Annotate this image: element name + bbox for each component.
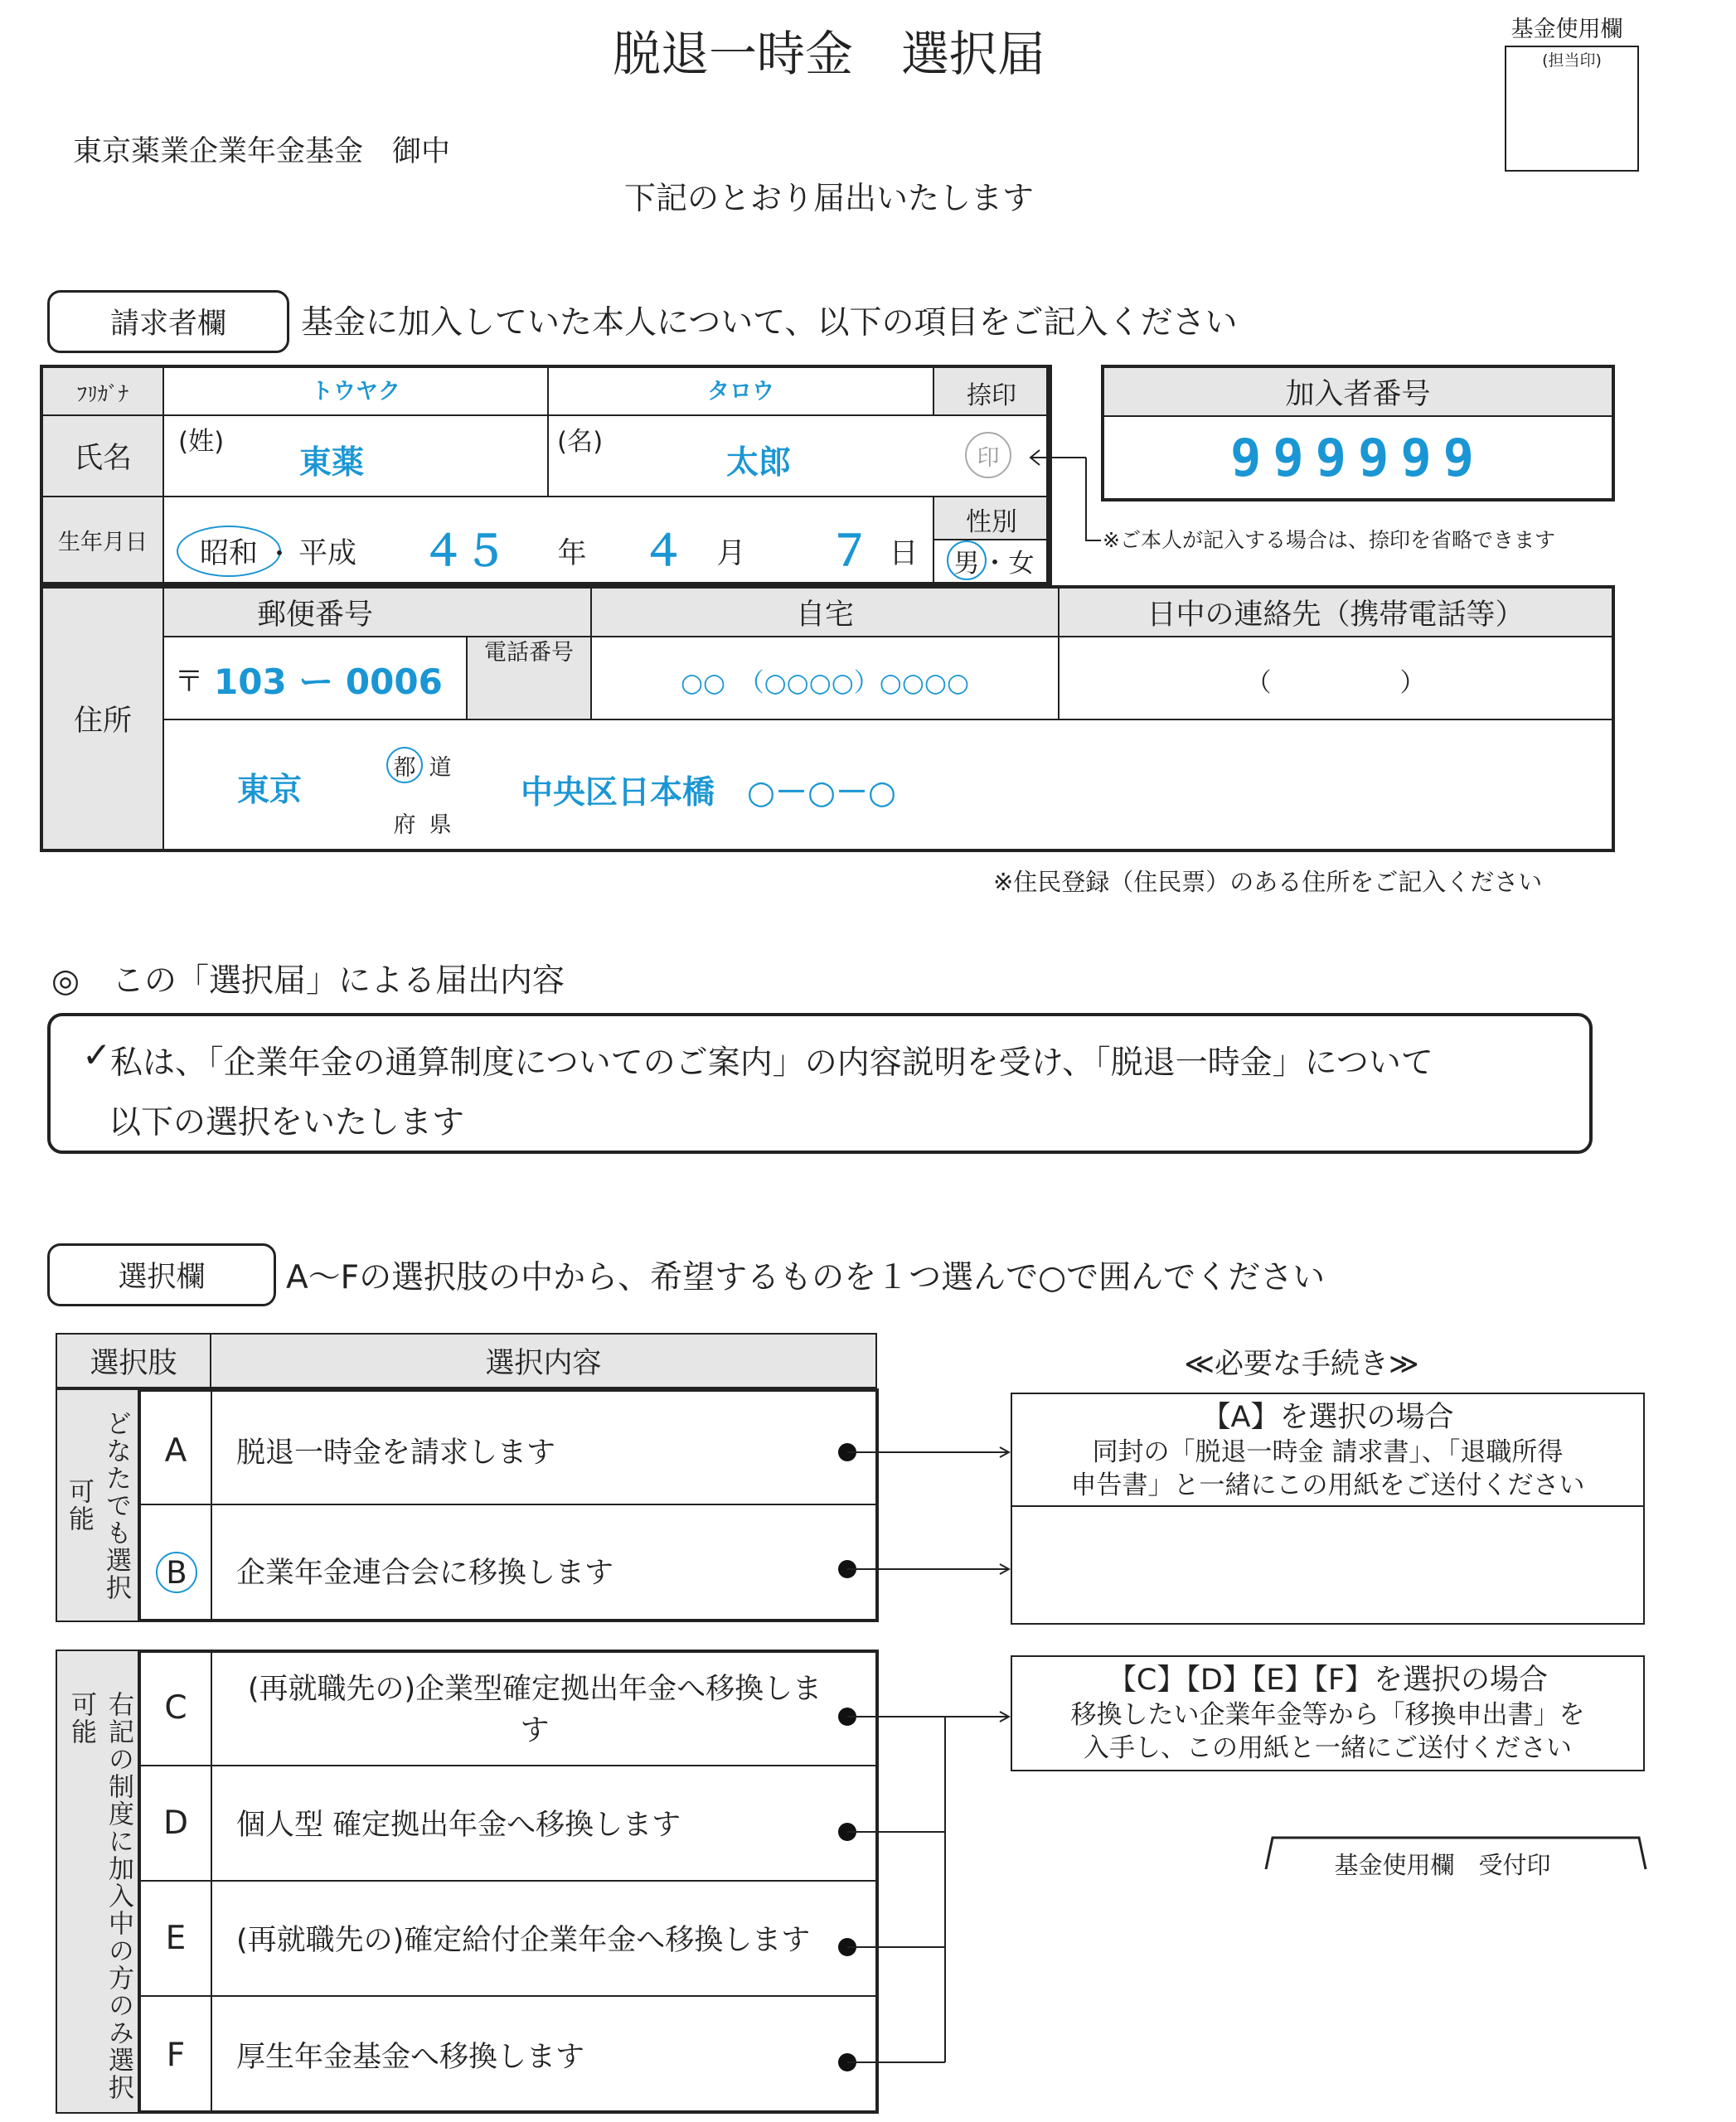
prefecture[interactable]: 東京 — [236, 772, 302, 809]
check-icon: ✓ — [82, 1034, 112, 1075]
gender-separator: ・ — [982, 548, 1008, 579]
home-phone[interactable]: ○○ （○○○○）○○○○ — [681, 667, 969, 698]
gender-male[interactable]: 男 — [947, 540, 987, 580]
procedure-a-line-2: 申告書」と一緒にこの用紙をご送付ください — [1070, 1470, 1585, 1500]
pref-do[interactable]: 道 — [429, 754, 452, 781]
furigana-mei[interactable]: タロウ — [707, 379, 774, 405]
option-b-letter[interactable]: B — [156, 1552, 197, 1593]
sei-label: (姓) — [178, 427, 225, 457]
postal-mark: 〒 — [174, 666, 204, 699]
procedure-a-line-1: 同封の「脱退一時金 請求書」、「退職所得 — [1092, 1436, 1564, 1467]
claimant-tab: 請求者欄 — [47, 290, 289, 353]
name-sei[interactable]: 東薬 — [298, 444, 364, 482]
declaration-line-2: 以下の選択をいたします — [109, 1104, 465, 1141]
pref-ken[interactable]: 県 — [429, 811, 452, 838]
selection-tab: 選択欄 — [47, 1243, 276, 1306]
col-content-header: 選択内容 — [210, 1333, 877, 1388]
birth-year[interactable]: ４５ — [421, 527, 507, 576]
procedures-heading: ≪必要な手続き≫ — [1184, 1347, 1419, 1381]
name-label: 氏名 — [73, 442, 132, 475]
addressee: 東京薬業企業年金基金 御中 — [73, 135, 451, 168]
stamp-label: (担当印) — [1542, 51, 1602, 70]
era-separator: ・ — [266, 539, 293, 569]
day-contact-value[interactable]: （ ） — [1245, 667, 1426, 698]
claimant-instruction: 基金に加入していた本人について、以下の項目をご記入ください — [301, 304, 1238, 342]
option-e-letter[interactable]: E — [165, 1919, 187, 1957]
option-f-text[interactable]: 厚生年金基金へ移換します — [236, 2041, 585, 2074]
mei-label: (名) — [557, 427, 604, 457]
option-c-letter[interactable]: C — [164, 1688, 187, 1727]
receipt-label: 基金使用欄 受付印 — [1334, 1850, 1551, 1879]
option-a-letter[interactable]: A — [164, 1432, 187, 1470]
birth-month[interactable]: ４ — [642, 527, 685, 576]
selection-instruction: A～Fの選択肢の中から、希望するものを１つ選んで○で囲んでください — [286, 1259, 1326, 1296]
era-heisei[interactable]: 平成 — [298, 537, 356, 570]
phone-label: 電話番号 — [484, 640, 574, 666]
seal-label: 捺印 — [967, 380, 1016, 410]
procedure-cf-line-2: 入手し、この用紙と一緒にご送付ください — [1084, 1732, 1572, 1763]
name-mei[interactable]: 太郎 — [725, 444, 791, 482]
page-title: 脱退一時金 選択届 — [612, 26, 1045, 82]
furigana-label: ﾌﾘｶﾞﾅ — [76, 381, 129, 406]
seal-mark[interactable]: 印 — [965, 432, 1011, 478]
col-option-header: 選択肢 — [56, 1333, 211, 1388]
member-number[interactable]: 999999 — [1230, 427, 1486, 488]
group1-label: どなたでも選択可能 — [64, 1409, 131, 1601]
option-c-text[interactable]: (再就職先の)企業型確定拠出年金へ移換します — [247, 1673, 822, 1747]
pref-to[interactable]: 都 — [386, 747, 423, 783]
postal-code[interactable]: 103 ー 0006 — [214, 661, 443, 702]
home-label: 自宅 — [795, 598, 854, 632]
month-label: 月 — [716, 537, 746, 570]
year-label: 年 — [557, 537, 587, 570]
gender-label: 性別 — [966, 506, 1017, 537]
address-value[interactable]: 中央区日本橋 ○－○－○ — [521, 774, 897, 811]
furigana-sei[interactable]: トウヤク — [311, 379, 400, 405]
gender-female[interactable]: 女 — [1008, 548, 1035, 579]
birth-label: 生年月日 — [58, 529, 148, 555]
option-f-letter[interactable]: F — [166, 2036, 186, 2074]
day-label: 日 — [889, 537, 919, 570]
declaration-heading: ◎ この「選択届」による届出内容 — [51, 962, 565, 1000]
member-number-label: 加入者番号 — [1104, 368, 1612, 417]
procedure-a-title: 【A】を選択の場合 — [1201, 1401, 1454, 1434]
declaration-line-1: 私は、「企業年金の通算制度についてのご案内」の内容説明を受け、「脱退一時金」について — [110, 1044, 1433, 1082]
option-a-text[interactable]: 脱退一時金を請求します — [236, 1436, 556, 1470]
address-note: ※住民登録（住民票）のある住所をご記入ください — [993, 868, 1543, 896]
option-d-letter[interactable]: D — [162, 1804, 189, 1842]
address-label: 住所 — [73, 705, 132, 738]
intro-text: 下記のとおり届出いたします — [623, 179, 1034, 216]
day-contact-label: 日中の連絡先（携帯電話等） — [1147, 598, 1525, 632]
option-e-text[interactable]: (再就職先の)確定給付企業年金へ移換します — [236, 1924, 811, 1957]
birth-day[interactable]: ７ — [828, 527, 871, 576]
option-b-text[interactable]: 企業年金連合会に移換します — [236, 1557, 614, 1590]
fund-use-label: 基金使用欄 — [1511, 16, 1623, 42]
seal-note: ※ご本人が記入する場合は、捺印を省略できます — [1103, 528, 1555, 552]
procedure-cf-line-1: 移換したい企業年金等から「移換申出書」を — [1070, 1699, 1585, 1730]
pref-fu[interactable]: 府 — [393, 811, 416, 838]
procedure-cf-title: 【C】【D】【E】【F】を選択の場合 — [1107, 1664, 1549, 1697]
era-showa[interactable]: 昭和 — [177, 526, 281, 577]
option-d-text[interactable]: 個人型 確定拠出年金へ移換します — [236, 1809, 681, 1842]
group2-label: 右記の制度に加入中の方のみ選択可能 — [66, 1691, 133, 2101]
postal-label: 郵便番号 — [256, 598, 373, 632]
